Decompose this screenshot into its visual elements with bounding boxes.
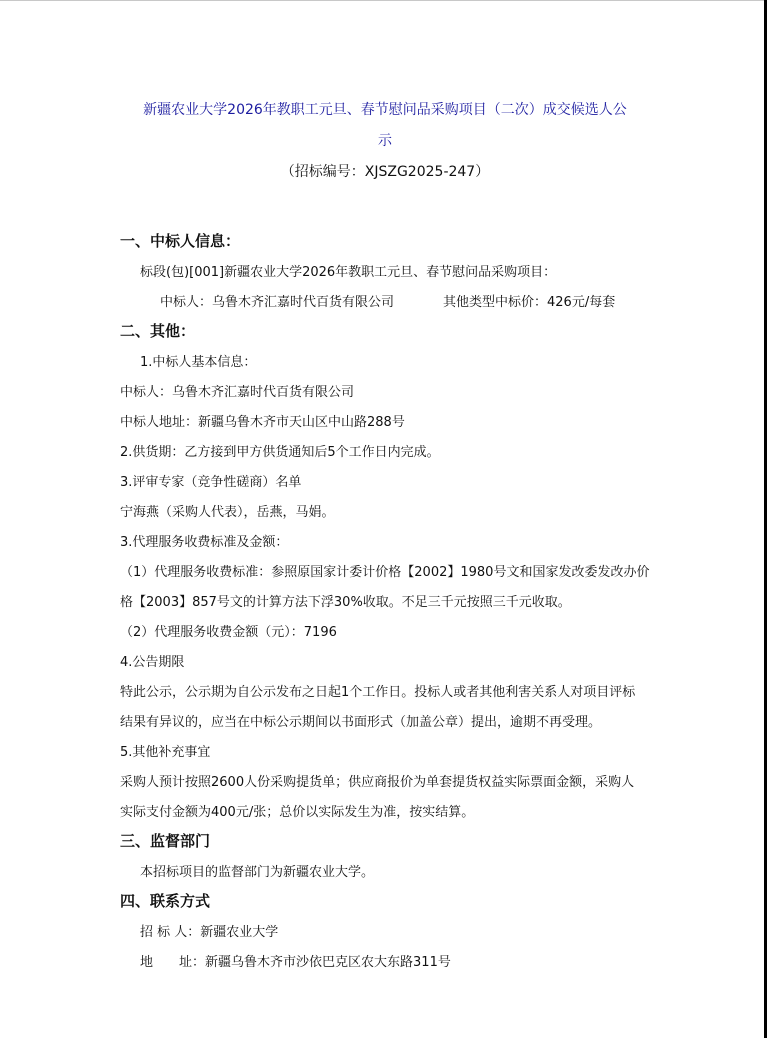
address-label-a: 地 (140, 955, 154, 970)
tenderer-value: 新疆农业大学 (200, 925, 279, 940)
other-matters-line2: 实际支付金额为400元/张；总价以实际发生为准，按实结算。 (120, 805, 475, 820)
experts-list: 宁海燕（采购人代表），岳燕，马娟。 (120, 505, 335, 520)
agency-fee-title: 3.代理服务收费标准及金额： (120, 535, 289, 550)
section3-heading: 三、监督部门 (120, 832, 211, 850)
tender-code: （招标编号：XJSZG2025-247） (280, 164, 490, 180)
other-matters-line1: 采购人预计按照2600人份采购提货单；供应商报价为单套提货权益实际票面金额，采购人 (120, 775, 635, 790)
agency-fee-amount: （2）代理服务收费金额（元）：7196 (120, 625, 337, 640)
other-matters-title: 5.其他补充事宜 (120, 745, 211, 760)
winner-address: 中标人地址：新疆乌鲁木齐市天山区中山路288号 (120, 415, 405, 430)
notice-period-line2: 结果有异议的，应当在中标公示期间以书面形式（加盖公章）提出，逾期不再受理。 (120, 715, 602, 730)
winner-name: 中标人：乌鲁木齐汇嘉时代百货有限公司 (160, 295, 395, 310)
experts-title: 3.评审专家（竞争性磋商）名单 (120, 475, 302, 490)
delivery-period: 2.供货期：乙方接到甲方供货通知后5个工作日内完成。 (120, 445, 440, 460)
agency-fee-standard-line2: 格【2003】857号文的计算方法下浮30%收取。不足三千元按照三千元收取。 (120, 595, 571, 610)
address-value: 新疆乌鲁木齐市沙依巴克区农大东路311号 (205, 955, 451, 970)
tenderer-label: 招 标 人： (140, 925, 201, 940)
notice-period-title: 4.公告期限 (120, 655, 185, 670)
document-title-line1: 新疆农业大学2026年教职工元旦、春节慰问品采购项目（二次）成交候选人公 (143, 102, 627, 118)
address-row (140, 951, 451, 970)
section2-heading: 二、其他： (120, 322, 196, 340)
notice-period-line1: 特此公示，公示期为自公示发布之日起1个工作日。投标人或者其他利害关系人对项目评标 (120, 685, 636, 700)
address-label-b: 址： (179, 955, 206, 970)
section4-heading: 四、联系方式 (120, 892, 211, 910)
supervision-text: 本招标项目的监督部门为新疆农业大学。 (140, 865, 375, 880)
agency-fee-standard-line1: （1）代理服务收费标准：参照原国家计委计价格【2002】1980号文和国家发改委发改办价 (120, 565, 650, 580)
winner-basic-info-title: 1.中标人基本信息： (140, 355, 257, 370)
winner-name-detail: 中标人：乌鲁木齐汇嘉时代百货有限公司 (120, 385, 355, 400)
lot-description: 标段(包)[001]新疆农业大学2026年教职工元旦、春节慰问品采购项目： (140, 265, 557, 280)
tenderer-row (140, 921, 278, 940)
section1-heading: 一、中标人信息： (120, 232, 241, 250)
document-title-line2: 示 (378, 133, 392, 149)
winning-price: 其他类型中标价：426元/每套 (443, 295, 616, 310)
